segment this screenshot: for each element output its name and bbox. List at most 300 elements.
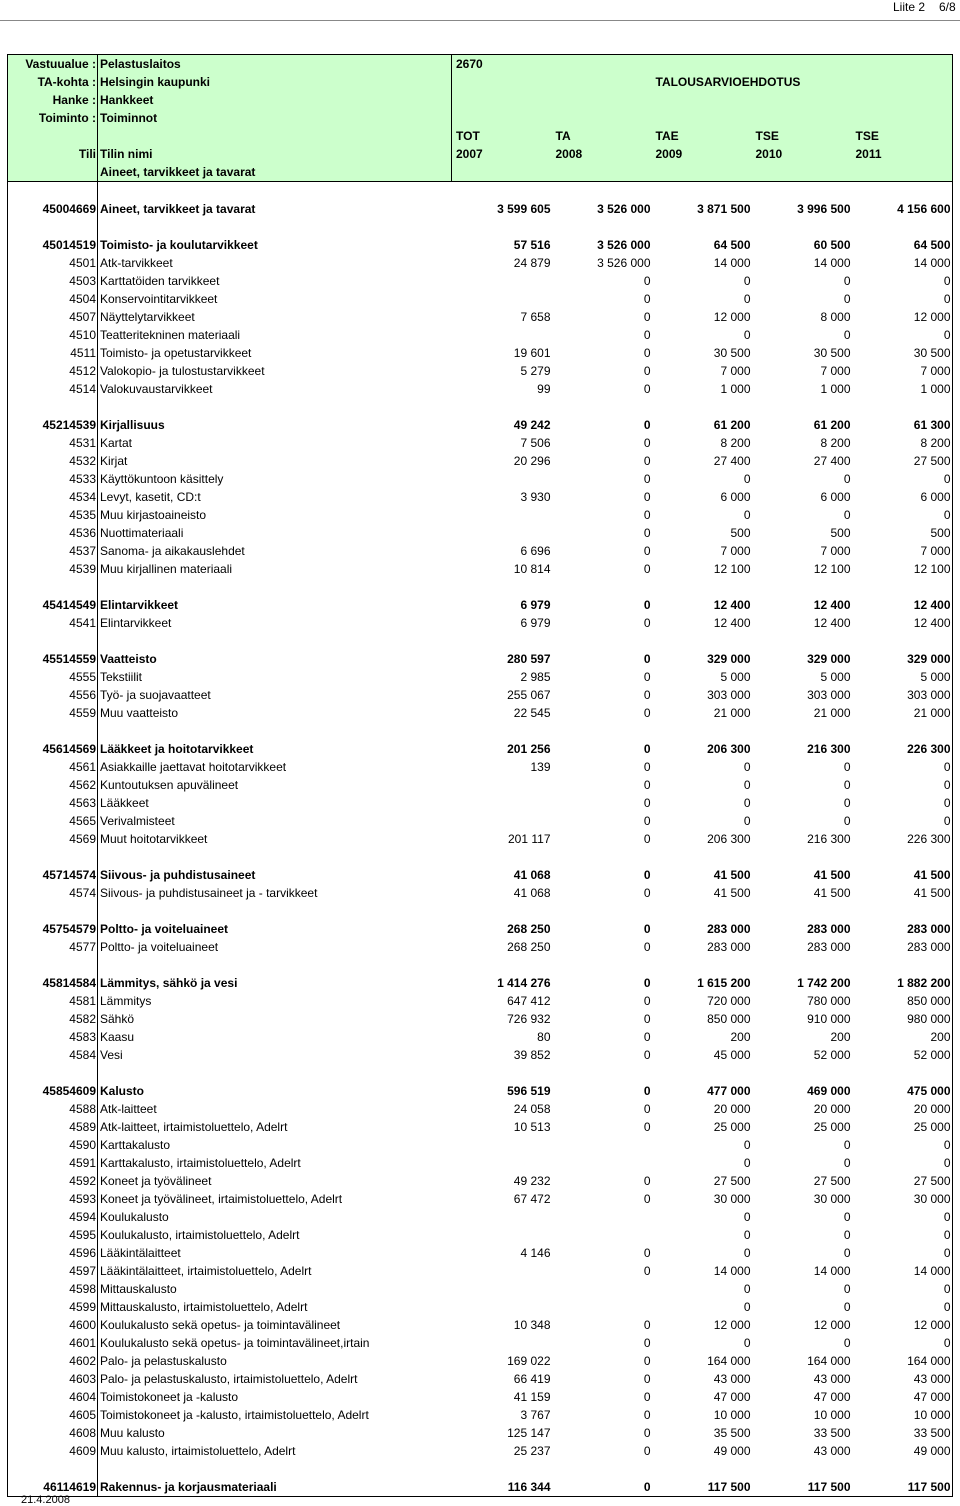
account-code: 4600	[69, 1318, 96, 1332]
account-name: Konservointitarvikkeet	[98, 290, 452, 308]
account-code: 4596	[69, 1246, 96, 1260]
amount-cell	[452, 812, 552, 830]
amount-cell: 0	[643, 436, 651, 450]
amount-cell: 0	[643, 1354, 651, 1368]
amount-cell: 0	[643, 1048, 651, 1062]
amount-cell: 303 000	[707, 688, 751, 702]
account-code: 4510	[69, 328, 96, 342]
amount-cell	[452, 902, 552, 920]
account-code: 4583	[69, 1030, 96, 1044]
table-row	[8, 1118, 952, 1136]
account-name: Mittauskalusto, irtaimistoluettelo, Adelrt	[98, 1298, 452, 1316]
amount-cell: 47 000	[913, 1390, 951, 1404]
amount-cell	[552, 398, 652, 416]
amount-cell: 8 200	[720, 436, 751, 450]
amount-cell: 0	[943, 778, 951, 792]
amount-cell	[752, 902, 852, 920]
amount-cell: 726 932	[507, 1012, 551, 1026]
amount-cell: 0	[843, 1156, 851, 1170]
amount-cell	[752, 1064, 852, 1082]
amount-cell	[852, 1064, 952, 1082]
account-code: 4577	[69, 940, 96, 954]
table-row	[8, 938, 952, 956]
amount-cell: 0	[643, 598, 651, 612]
amount-cell	[552, 1460, 652, 1478]
amount-cell: 22 545	[513, 706, 551, 720]
amount-cell: 0	[743, 1300, 751, 1314]
year-header: 2007	[452, 145, 552, 163]
amount-cell: 27 400	[713, 454, 751, 468]
amount-cell: 0	[843, 292, 851, 306]
amount-cell: 4 156 600	[897, 202, 951, 216]
section-title: Aineet, tarvikkeet ja tavarat	[98, 163, 452, 182]
amount-cell: 3 871 500	[697, 202, 751, 216]
account-code: 4501	[69, 256, 96, 270]
amount-cell	[852, 848, 952, 866]
amount-cell: 0	[643, 868, 651, 882]
amount-cell: 0	[643, 742, 651, 756]
account-code: 4592	[69, 1174, 96, 1188]
amount-cell: 0	[943, 1300, 951, 1314]
amount-cell	[552, 848, 652, 866]
table-row	[8, 1046, 952, 1064]
account-code: 4562	[69, 778, 96, 792]
amount-cell: 0	[943, 274, 951, 288]
amount-cell: 0	[643, 688, 651, 702]
amount-cell: 216 300	[807, 742, 851, 756]
amount-cell: 8 200	[820, 436, 851, 450]
amount-cell: 0	[643, 922, 651, 936]
account-name: Toimisto- ja koulutarvikkeet	[98, 236, 452, 254]
account-code	[8, 632, 98, 650]
amount-cell	[452, 506, 552, 524]
amount-cell: 0	[843, 274, 851, 288]
amount-cell: 0	[643, 472, 651, 486]
amount-cell: 20 000	[913, 1102, 951, 1116]
amount-cell: 0	[843, 760, 851, 774]
amount-cell	[652, 1460, 752, 1478]
account-code: 4556	[69, 688, 96, 702]
table-row	[8, 992, 952, 1010]
amount-cell: 216 300	[807, 832, 851, 846]
table-row	[8, 776, 952, 794]
account-name: Muu vaatteisto	[98, 704, 452, 722]
amount-cell: 164 000	[807, 1354, 851, 1368]
amount-cell: 80	[537, 1030, 551, 1044]
amount-cell: 47 000	[713, 1390, 751, 1404]
table-row	[8, 506, 952, 524]
account-name: Elintarvikkeet	[98, 614, 452, 632]
amount-cell	[752, 848, 852, 866]
amount-cell: 3 526 000	[597, 238, 651, 252]
account-name: Koneet ja työvälineet	[98, 1172, 452, 1190]
amount-cell: 647 412	[507, 994, 551, 1008]
table-row	[8, 1316, 952, 1334]
amount-cell: 21 000	[713, 706, 751, 720]
amount-cell: 201 256	[507, 742, 551, 756]
amount-cell: 7 000	[920, 544, 951, 558]
amount-cell: 20 296	[513, 454, 551, 468]
amount-cell: 24 879	[513, 256, 551, 270]
amount-cell: 30 500	[813, 346, 851, 360]
account-code	[8, 1064, 98, 1082]
amount-cell: 0	[843, 328, 851, 342]
account-name: Mittauskalusto	[98, 1280, 452, 1298]
account-code: 4569	[69, 832, 96, 846]
account-name	[98, 398, 452, 416]
account-name: Karttakalusto	[98, 1136, 452, 1154]
amount-cell: 116 344	[507, 1480, 551, 1494]
amount-cell	[452, 1064, 552, 1082]
account-name: Siivous- ja puhdistusaineet	[98, 866, 452, 884]
amount-cell: 1 000	[920, 382, 951, 396]
account-code: 4590	[69, 1138, 96, 1152]
amount-cell: 14 000	[713, 1264, 751, 1278]
amount-cell: 850 000	[707, 1012, 751, 1026]
amount-cell: 0	[643, 760, 651, 774]
amount-cell	[452, 182, 552, 201]
amount-cell: 0	[643, 832, 651, 846]
amount-cell	[852, 902, 952, 920]
hanke-value: Hankkeet	[98, 91, 452, 109]
account-name: Toimistokoneet ja -kalusto	[98, 1388, 452, 1406]
amount-cell: 0	[843, 1210, 851, 1224]
amount-cell: 1 000	[720, 382, 751, 396]
account-code	[8, 848, 98, 866]
amount-cell: 1 615 200	[697, 976, 751, 990]
amount-cell: 0	[643, 328, 651, 342]
amount-cell: 0	[843, 472, 851, 486]
amount-cell: 61 200	[813, 418, 851, 432]
amount-cell: 0	[943, 796, 951, 810]
amount-cell: 43 000	[713, 1372, 751, 1386]
group-row	[8, 1082, 952, 1100]
account-name: Koulukalusto	[98, 1208, 452, 1226]
amount-cell: 41 500	[813, 886, 851, 900]
account-name: Kirjat	[98, 452, 452, 470]
amount-cell: 27 500	[913, 454, 951, 468]
account-code: 4593	[69, 1192, 96, 1206]
amount-cell: 41 500	[913, 886, 951, 900]
account-name: Kirjallisuus	[98, 416, 452, 434]
amount-cell	[452, 1136, 552, 1154]
amount-cell	[652, 902, 752, 920]
amount-cell: 0	[643, 778, 651, 792]
amount-cell: 61 300	[913, 418, 951, 432]
amount-cell: 7 000	[720, 544, 751, 558]
amount-cell: 0	[643, 1336, 651, 1350]
amount-cell: 10 000	[813, 1408, 851, 1422]
year-header: 2008	[552, 145, 652, 163]
table-row	[8, 1388, 952, 1406]
amount-cell: 47 000	[813, 1390, 851, 1404]
amount-cell: 0	[943, 508, 951, 522]
amount-cell	[552, 1064, 652, 1082]
amount-cell: 7 506	[520, 436, 551, 450]
amount-cell: 49 232	[513, 1174, 551, 1188]
account-code: 4599	[69, 1300, 96, 1314]
amount-cell: 52 000	[913, 1048, 951, 1062]
amount-cell: 10 000	[913, 1408, 951, 1422]
amount-cell: 0	[743, 1282, 751, 1296]
account-name: Valokuvaustarvikkeet	[98, 380, 452, 398]
amount-cell: 0	[643, 508, 651, 522]
amount-cell: 0	[643, 490, 651, 504]
amount-cell: 500	[830, 526, 851, 540]
account-code: 4588	[69, 1102, 96, 1116]
spacer-row	[8, 578, 952, 596]
account-name: Sähkö	[98, 1010, 452, 1028]
account-name: Näyttelytarvikkeet	[98, 308, 452, 326]
amount-cell: 0	[643, 382, 651, 396]
account-code: 4608	[69, 1426, 96, 1440]
account-code: 45754579	[42, 922, 96, 936]
account-name: Palo- ja pelastuskalusto	[98, 1352, 452, 1370]
amount-cell: 6 979	[520, 598, 551, 612]
account-code: 4511	[70, 346, 96, 360]
account-code: 4536	[69, 526, 96, 540]
amount-cell: 12 400	[913, 598, 951, 612]
account-code: 45854609	[42, 1084, 96, 1098]
amount-cell	[852, 182, 952, 201]
amount-cell: 3 599 605	[497, 202, 551, 216]
amount-cell: 475 000	[907, 1084, 951, 1098]
table-row	[8, 1262, 952, 1280]
takohta-label: TA-kohta :	[8, 73, 98, 91]
amount-cell: 0	[943, 1336, 951, 1350]
table-row	[8, 1190, 952, 1208]
amount-cell	[452, 1262, 552, 1280]
account-name: Verivalmisteet	[98, 812, 452, 830]
amount-cell: 0	[943, 1246, 951, 1260]
spacer-row	[8, 1064, 952, 1082]
account-name: Siivous- ja puhdistusaineet ja - tarvikkeet	[98, 884, 452, 902]
amount-cell	[752, 182, 852, 201]
amount-cell	[452, 470, 552, 488]
amount-cell: 7 000	[920, 364, 951, 378]
amount-cell: 8 000	[820, 310, 851, 324]
account-code	[8, 578, 98, 596]
account-code: 4601	[69, 1336, 96, 1350]
account-code: 4591	[69, 1156, 96, 1170]
amount-cell: 2 985	[520, 670, 551, 684]
amount-cell: 0	[643, 1480, 651, 1494]
account-code: 4561	[69, 760, 96, 774]
amount-cell: 0	[743, 1246, 751, 1260]
amount-cell: 67 472	[513, 1192, 551, 1206]
account-name: Palo- ja pelastuskalusto, irtaimistoluettelo, Adelrt	[98, 1370, 452, 1388]
account-code: 4559	[69, 706, 96, 720]
amount-cell: 41 500	[713, 886, 751, 900]
account-code: 45014519	[42, 238, 96, 252]
amount-cell: 20 000	[713, 1102, 751, 1116]
spacer-row	[8, 398, 952, 416]
account-code	[8, 182, 98, 201]
table-row	[8, 1370, 952, 1388]
account-code	[8, 398, 98, 416]
account-name: Tekstiilit	[98, 668, 452, 686]
amount-cell	[652, 632, 752, 650]
attachment-label: Liite 2	[893, 0, 926, 14]
amount-cell: 329 000	[707, 652, 751, 666]
amount-cell	[552, 1154, 652, 1172]
amount-cell: 52 000	[813, 1048, 851, 1062]
amount-cell: 0	[643, 652, 651, 666]
amount-cell: 125 147	[507, 1426, 551, 1440]
amount-cell: 226 300	[907, 742, 951, 756]
amount-cell: 20 000	[813, 1102, 851, 1116]
amount-cell: 0	[643, 616, 651, 630]
account-name: Valokopio- ja tulostustarvikkeet	[98, 362, 452, 380]
toiminto-label: Toiminto :	[8, 109, 98, 127]
amount-cell: 303 000	[907, 688, 951, 702]
table-row	[8, 1154, 952, 1172]
amount-cell	[552, 902, 652, 920]
amount-cell	[652, 956, 752, 974]
group-row	[8, 866, 952, 884]
year-header: 2011	[852, 145, 952, 163]
tili-header: Tili	[8, 145, 98, 163]
account-name: Karttatöiden tarvikkeet	[98, 272, 452, 290]
table-row	[8, 1424, 952, 1442]
table-row	[8, 1100, 952, 1118]
amount-cell: 27 500	[913, 1174, 951, 1188]
amount-cell	[452, 1226, 552, 1244]
amount-cell: 0	[643, 544, 651, 558]
col-type: TSE	[852, 127, 952, 145]
account-name: Koulukalusto sekä opetus- ja toimintavälineet,irtain	[98, 1334, 452, 1352]
year-header: 2010	[752, 145, 852, 163]
account-name	[98, 182, 452, 201]
amount-cell: 283 000	[707, 922, 751, 936]
account-code: 4503	[69, 274, 96, 288]
year-header: 2009	[652, 145, 752, 163]
amount-cell: 14 000	[913, 256, 951, 270]
col-type: TA	[552, 127, 652, 145]
amount-cell: 283 000	[907, 922, 951, 936]
amount-cell: 41 068	[513, 868, 551, 882]
amount-cell: 12 100	[713, 562, 751, 576]
account-code: 45714574	[42, 868, 96, 882]
amount-cell: 25 000	[813, 1120, 851, 1134]
amount-cell: 0	[843, 796, 851, 810]
group-row	[8, 740, 952, 758]
group-row	[8, 416, 952, 434]
amount-cell: 1 742 200	[797, 976, 851, 990]
amount-cell: 0	[643, 1012, 651, 1026]
table-row	[8, 488, 952, 506]
page-number: 6/8	[939, 0, 956, 14]
amount-cell: 7 000	[720, 364, 751, 378]
account-name	[98, 218, 452, 236]
account-name	[98, 902, 452, 920]
table-row	[8, 1442, 952, 1460]
account-name: Vaatteisto	[98, 650, 452, 668]
amount-cell: 10 814	[513, 562, 551, 576]
amount-cell: 0	[643, 1408, 651, 1422]
unit-code: 2670	[452, 55, 552, 73]
amount-cell: 43 000	[813, 1372, 851, 1386]
amount-cell: 0	[643, 526, 651, 540]
account-code	[8, 1460, 98, 1478]
account-code: 45514559	[42, 652, 96, 666]
amount-cell: 10 513	[513, 1120, 551, 1134]
amount-cell: 200	[830, 1030, 851, 1044]
amount-cell: 0	[843, 778, 851, 792]
account-name	[98, 632, 452, 650]
account-name: Koulukalusto, irtaimistoluettelo, Adelrt	[98, 1226, 452, 1244]
spacer-row	[8, 848, 952, 866]
account-name: Asiakkaille jaettavat hoitotarvikkeet	[98, 758, 452, 776]
amount-cell: 0	[643, 1102, 651, 1116]
account-name: Kaasu	[98, 1028, 452, 1046]
group-row	[8, 200, 952, 218]
account-name: Atk-laitteet	[98, 1100, 452, 1118]
table-row	[8, 1010, 952, 1028]
amount-cell	[452, 1154, 552, 1172]
amount-cell: 6 000	[820, 490, 851, 504]
budget-table	[8, 55, 952, 1496]
header-rule	[0, 20, 960, 21]
table-header	[8, 55, 952, 182]
amount-cell: 0	[643, 886, 651, 900]
amount-cell: 268 250	[507, 940, 551, 954]
account-code: 4507	[69, 310, 96, 324]
amount-cell: 283 000	[907, 940, 951, 954]
amount-cell: 10 348	[513, 1318, 551, 1332]
account-name: Teatteritekninen materiaali	[98, 326, 452, 344]
amount-cell: 329 000	[807, 652, 851, 666]
account-name: Kuntoutuksen apuvälineet	[98, 776, 452, 794]
amount-cell	[452, 524, 552, 542]
account-code: 4605	[69, 1408, 96, 1422]
amount-cell: 5 000	[720, 670, 751, 684]
amount-cell: 206 300	[707, 742, 751, 756]
amount-cell: 27 500	[813, 1174, 851, 1188]
table-row	[8, 1298, 952, 1316]
amount-cell: 0	[743, 292, 751, 306]
amount-cell: 0	[943, 292, 951, 306]
account-code: 4537	[69, 544, 96, 558]
amount-cell: 0	[743, 1228, 751, 1242]
amount-cell: 500	[730, 526, 751, 540]
amount-cell: 5 000	[920, 670, 951, 684]
table-row	[8, 1028, 952, 1046]
vastuualue-value: Pelastuslaitos	[98, 55, 452, 73]
amount-cell: 0	[743, 778, 751, 792]
account-code: 4609	[69, 1444, 96, 1458]
amount-cell: 12 400	[813, 598, 851, 612]
amount-cell: 200	[930, 1030, 951, 1044]
amount-cell	[452, 722, 552, 740]
amount-cell: 0	[643, 1120, 651, 1134]
account-name: Rakennus- ja korjausmateriaali	[98, 1478, 452, 1496]
spacer-row	[8, 218, 952, 236]
amount-cell: 30 500	[713, 346, 751, 360]
table-row	[8, 560, 952, 578]
amount-cell	[652, 182, 752, 201]
account-name	[98, 578, 452, 596]
account-code: 4555	[69, 670, 96, 684]
col-type: TAE	[652, 127, 752, 145]
account-code: 4565	[69, 814, 96, 828]
amount-cell: 4 146	[520, 1246, 551, 1260]
account-name: Toimistokoneet ja -kalusto, irtaimistoluettelo, Adelrt	[98, 1406, 452, 1424]
amount-cell: 780 000	[807, 994, 851, 1008]
amount-cell	[552, 1136, 652, 1154]
amount-cell: 0	[743, 274, 751, 288]
amount-cell: 30 500	[913, 346, 951, 360]
